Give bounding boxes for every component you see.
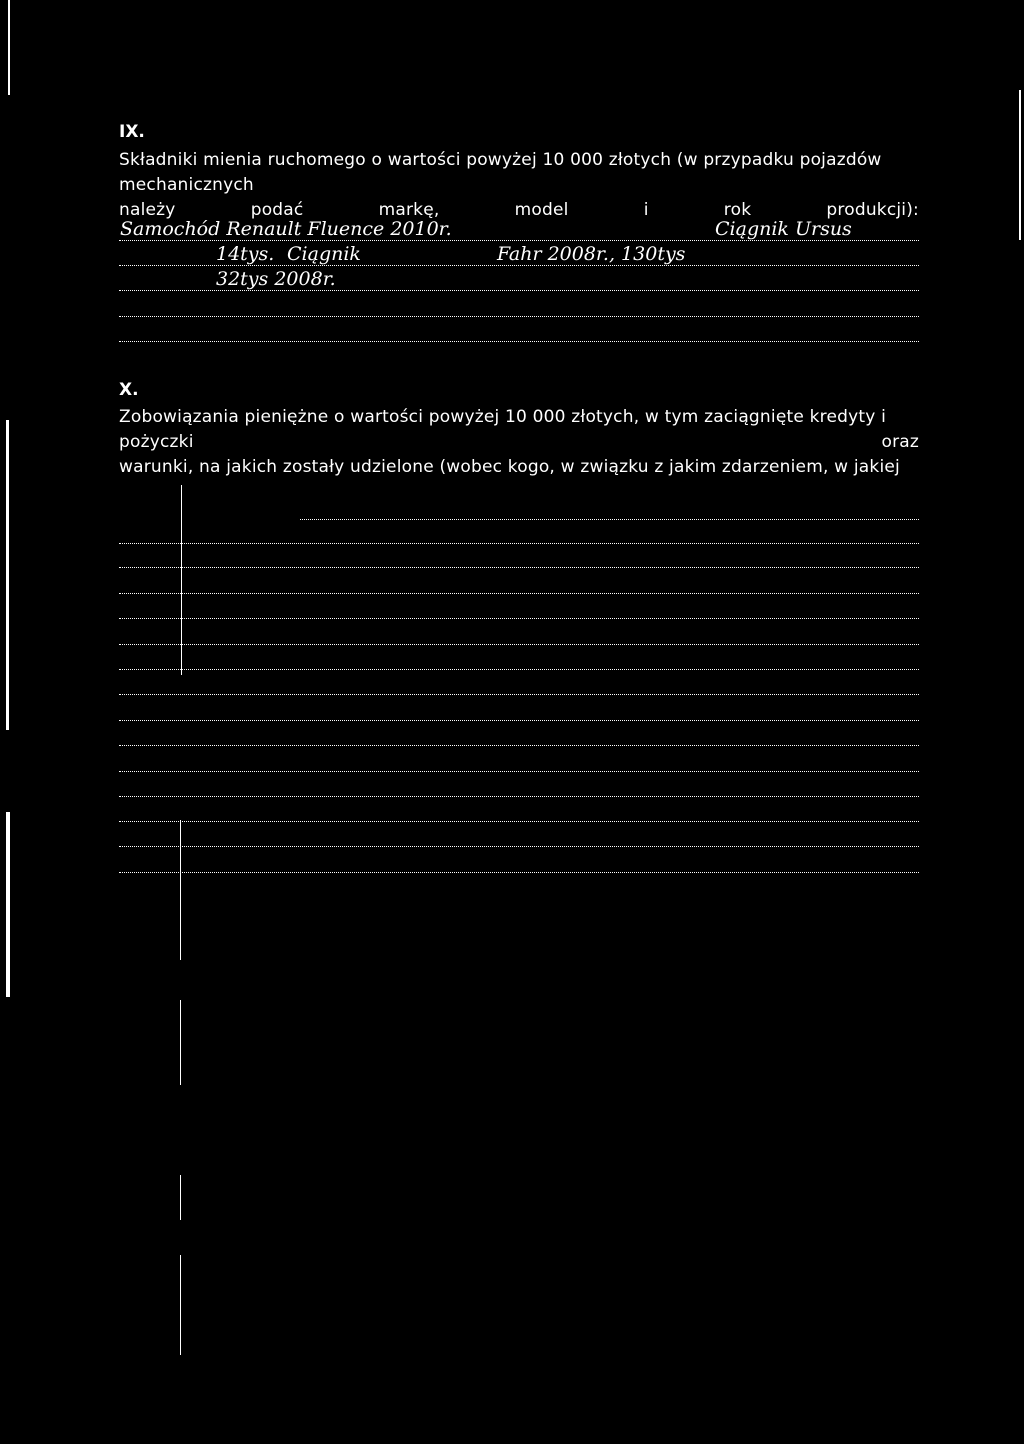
section-ix-line-3: należy podać markę, model i rok produkcji):	[119, 200, 919, 220]
scan-edge-line	[180, 1255, 181, 1355]
section-x-line-1: Zobowiązania pieniężne o wartości powyżej 10 000 złotych, w tym zaciągnięte kredyty i	[119, 407, 887, 427]
handwritten-entry: 14tys.	[216, 243, 275, 265]
answer-line	[119, 290, 919, 291]
scan-edge-line	[6, 420, 9, 730]
handwritten-entry: Samochód Renault Fluence 2010r.	[120, 218, 452, 240]
section-ix-line-2: mechanicznych	[119, 175, 254, 195]
answer-line	[119, 265, 919, 266]
answer-line	[119, 821, 919, 822]
answer-line	[119, 644, 919, 645]
answer-line	[119, 796, 919, 797]
scan-edge-line	[180, 1000, 181, 1085]
answer-line	[119, 846, 919, 847]
answer-line	[119, 543, 919, 544]
answer-line	[119, 720, 919, 721]
answer-line	[119, 316, 919, 317]
scan-edge-line	[1019, 90, 1021, 240]
section-ix-number: IX.	[119, 122, 145, 142]
handwritten-entry: Ciągnik Ursus	[715, 218, 852, 240]
handwritten-entry: 32tys 2008r.	[216, 268, 336, 290]
answer-line	[119, 669, 919, 670]
scan-edge-line	[181, 485, 182, 675]
handwritten-entry: Ciągnik	[287, 243, 361, 265]
section-x-number: X.	[119, 380, 139, 400]
section-ix-line-1: Składniki mienia ruchomego o wartości powyżej 10 000 złotych (w przypadku pojazdów	[119, 150, 882, 170]
handwritten-entry: Fahr 2008r., 130tys	[497, 243, 686, 265]
section-x-line-3: warunki, na jakich zostały udzielone (wobec kogo, w związku z jakim zdarzeniem, w jakiej	[119, 457, 900, 477]
scan-edge-line	[8, 0, 10, 95]
answer-line	[119, 694, 919, 695]
scan-edge-line	[180, 820, 181, 960]
section-x-line-2: pożyczki oraz	[119, 432, 919, 452]
answer-line	[119, 341, 919, 342]
answer-line	[119, 872, 919, 873]
scan-edge-line	[6, 812, 10, 997]
answer-line	[119, 771, 919, 772]
answer-line	[119, 240, 919, 241]
answer-line	[300, 519, 919, 520]
answer-line	[119, 567, 919, 568]
answer-line	[119, 618, 919, 619]
answer-line	[119, 745, 919, 746]
scan-edge-line	[180, 1175, 181, 1220]
answer-line	[119, 593, 919, 594]
